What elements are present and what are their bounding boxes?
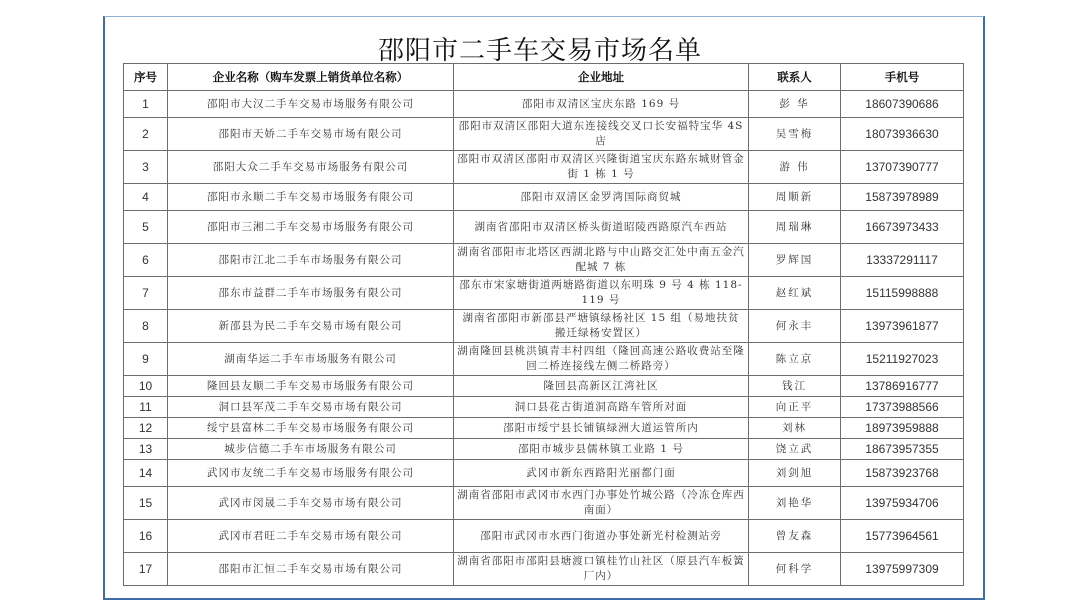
cell-no: 9 [124,343,168,376]
cell-contact: 饶立武 [749,439,841,460]
cell-address: 洞口县花古街道洞高路车管所对面 [454,397,749,418]
cell-name: 新邵县为民二手车交易市场有限公司 [168,310,454,343]
dealer-table [123,63,964,586]
cell-phone: 15873978989 [841,184,964,211]
cell-name: 湖南华运二手车市场服务有限公司 [168,343,454,376]
cell-contact: 曾友森 [749,520,841,553]
cell-phone: 13973961877 [841,310,964,343]
table-row [124,439,964,460]
cell-phone: 18073936630 [841,118,964,151]
cell-contact: 钱江 [749,376,841,397]
cell-address: 邵阳市双清区邵阳大道东连接线交叉口长安福特宝华 4S 店 [454,118,749,151]
table-row [124,310,964,343]
cell-phone: 13786916777 [841,376,964,397]
cell-address: 邵阳市双清区宝庆东路 169 号 [454,91,749,118]
cell-address: 湖南省邵阳市武冈市水西门办事处竹城公路（冷冻仓库西南面） [454,487,749,520]
cell-phone: 15115998888 [841,277,964,310]
table-row [124,91,964,118]
cell-phone: 13975997309 [841,553,964,586]
cell-contact: 周顺新 [749,184,841,211]
cell-phone: 17373988566 [841,397,964,418]
cell-contact: 刘林 [749,418,841,439]
cell-contact: 罗辉国 [749,244,841,277]
cell-address: 邵阳市绥宁县长铺镇绿洲大道运管所内 [454,418,749,439]
table-row [124,211,964,244]
cell-address: 湖南省邵阳市邵阳县塘渡口镇桂竹山社区（原县汽车板簧厂内） [454,553,749,586]
cell-phone: 15211927023 [841,343,964,376]
header-phone: 手机号 [841,64,964,91]
header-name: 企业名称（购车发票上销货单位名称） [168,64,454,91]
cell-phone: 18607390686 [841,91,964,118]
cell-no: 14 [124,460,168,487]
cell-no: 1 [124,91,168,118]
cell-no: 8 [124,310,168,343]
cell-name: 邵阳市永顺二手车交易市场服务有限公司 [168,184,454,211]
cell-address: 湖南省邵阳市北塔区西湖北路与中山路交汇处中南五金汽配城 7 栋 [454,244,749,277]
cell-address: 隆回县高新区江湾社区 [454,376,749,397]
cell-name: 洞口县军茂二手车交易市场有限公司 [168,397,454,418]
table-row [124,277,964,310]
cell-contact: 何永丰 [749,310,841,343]
cell-address: 邵阳市双清区邵阳市双清区兴隆街道宝庆东路东城财管金街 1 栋 1 号 [454,151,749,184]
table-row [124,244,964,277]
cell-no: 13 [124,439,168,460]
cell-phone: 18673957355 [841,439,964,460]
table-row [124,397,964,418]
cell-phone: 13975934706 [841,487,964,520]
cell-contact: 赵红斌 [749,277,841,310]
cell-name: 邵东市益群二手车市场服务有限公司 [168,277,454,310]
cell-no: 10 [124,376,168,397]
table-row [124,487,964,520]
table-header-row [124,64,964,91]
cell-address: 武冈市新东西路阳光丽都门面 [454,460,749,487]
cell-no: 2 [124,118,168,151]
cell-no: 4 [124,184,168,211]
header-address: 企业地址 [454,64,749,91]
cell-phone: 16673973433 [841,211,964,244]
cell-contact: 刘剑旭 [749,460,841,487]
cell-name: 隆回县友顺二手车交易市场服务有限公司 [168,376,454,397]
cell-address: 湖南省邵阳市双清区桥头街道昭陵西路原汽车西站 [454,211,749,244]
cell-address: 湖南隆回县桃洪镇青丰村四组（隆回高速公路收费站至隆回二桥连接线左侧二桥路旁） [454,343,749,376]
cell-contact: 吴雪梅 [749,118,841,151]
header-no: 序号 [124,64,168,91]
cell-address: 邵阳市城步县儒林镇工业路 1 号 [454,439,749,460]
cell-no: 12 [124,418,168,439]
cell-name: 邵阳市天娇二手车交易市场有限公司 [168,118,454,151]
cell-contact: 刘艳华 [749,487,841,520]
table-row [124,520,964,553]
page-title: 邵阳市二手车交易市场名单 [377,36,702,66]
cell-contact: 向正平 [749,397,841,418]
table-row [124,343,964,376]
cell-name: 武冈市君旺二手车交易市场有限公司 [168,520,454,553]
cell-name: 邵阳市大汉二手车交易市场服务有限公司 [168,91,454,118]
cell-name: 邵阳大众二手车交易市场服务有限公司 [168,151,454,184]
cell-no: 6 [124,244,168,277]
table-row [124,118,964,151]
cell-contact: 游 伟 [749,151,841,184]
cell-no: 15 [124,487,168,520]
cell-phone: 15773964561 [841,520,964,553]
cell-name: 邵阳市汇恒二手车交易市场有限公司 [168,553,454,586]
table-row [124,418,964,439]
table-row [124,553,964,586]
cell-name: 绥宁县富林二手车交易市场服务有限公司 [168,418,454,439]
cell-no: 16 [124,520,168,553]
table-row [124,151,964,184]
cell-name: 武冈市友统二手车交易市场服务有限公司 [168,460,454,487]
cell-contact: 陈立京 [749,343,841,376]
cell-no: 17 [124,553,168,586]
cell-name: 邵阳市三湘二手车交易市场服务有限公司 [168,211,454,244]
cell-address: 湖南省邵阳市新邵县严塘镇绿杨社区 15 组（易地扶贫搬迁绿杨安置区） [454,310,749,343]
cell-phone: 13337291117 [841,244,964,277]
cell-contact: 彭 华 [749,91,841,118]
cell-contact: 周瑞琳 [749,211,841,244]
cell-phone: 15873923768 [841,460,964,487]
cell-no: 3 [124,151,168,184]
cell-name: 武冈市闵晟二手车交易市场有限公司 [168,487,454,520]
cell-phone: 13707390777 [841,151,964,184]
cell-address: 邵阳市双清区金罗湾国际商贸城 [454,184,749,211]
cell-address: 邵东市宋家塘街道两塘路街道以东明珠 9 号 4 栋 118-119 号 [454,277,749,310]
cell-name: 城步信德二手车市场服务有限公司 [168,439,454,460]
cell-address: 邵阳市武冈市水西门街道办事处新光村检测站旁 [454,520,749,553]
cell-name: 邵阳市江北二手车市场服务有限公司 [168,244,454,277]
cell-contact: 何科学 [749,553,841,586]
header-contact: 联系人 [749,64,841,91]
table-row [124,184,964,211]
table-row [124,376,964,397]
cell-no: 5 [124,211,168,244]
cell-phone: 18973959888 [841,418,964,439]
table-row [124,460,964,487]
cell-no: 11 [124,397,168,418]
cell-no: 7 [124,277,168,310]
